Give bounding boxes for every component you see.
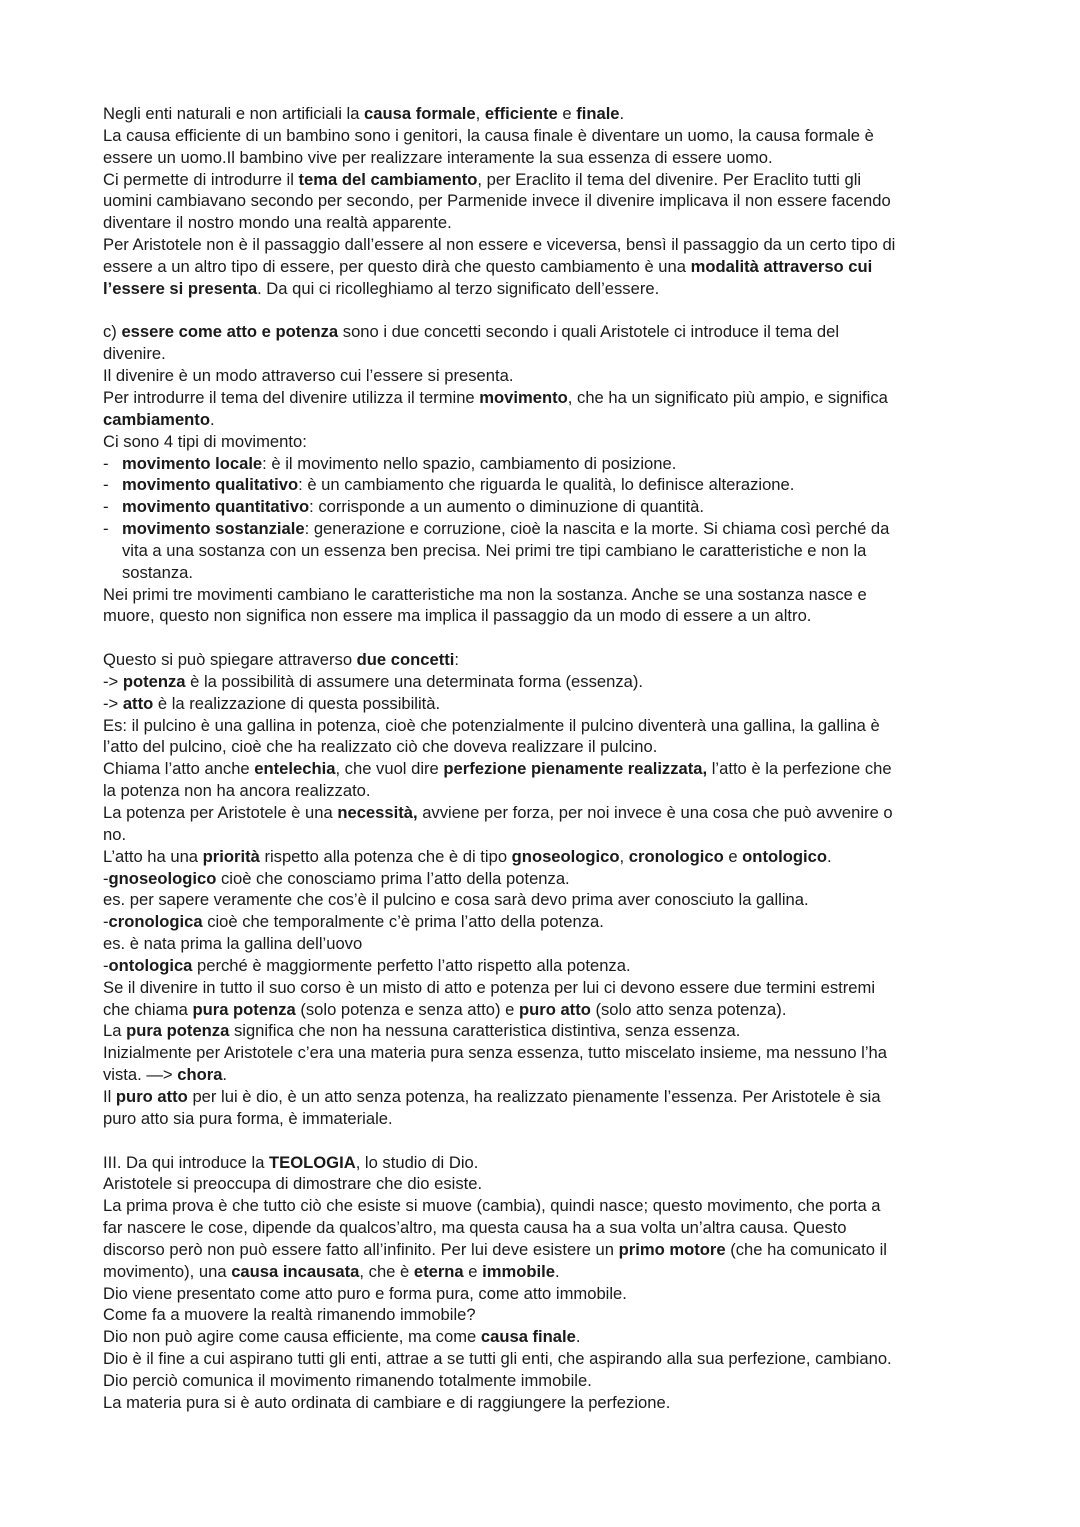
text-run: Negli enti naturali e non artificiali la	[103, 104, 365, 123]
bold-term: gnoseologico	[511, 846, 620, 866]
text-line	[103, 169, 983, 191]
bold-term: essere come atto e potenza	[121, 322, 339, 342]
paragraph-spacer	[103, 300, 983, 322]
bold-term: cronologica	[108, 912, 203, 932]
text-line	[103, 605, 983, 627]
bold-term: modalità attraverso cui	[690, 256, 873, 276]
text-run: Dio è il fine a cui aspirano tutti gli enti, attrae a se tutti gli enti, che aspirando alla sua perfezione, cambiano.	[103, 1349, 892, 1369]
paragraph-spacer	[103, 627, 983, 649]
bullet-item	[103, 518, 983, 540]
text-run: Es: il pulcino è una gallina in potenza, cioè che potenzialmente il pulcino diventerà una gallina, la gallina è	[103, 715, 880, 735]
text-line	[103, 824, 983, 846]
text-line	[103, 540, 983, 562]
text-run: : generazione e corruzione, cioè la nascita e la morte. Si chiama così perché da	[304, 519, 890, 539]
bold-term: ontologico	[742, 846, 827, 866]
bold-term: due concetti	[356, 650, 455, 670]
text-run: Il	[103, 1086, 116, 1106]
text-run: uomini cambiavano secondo per secondo, per Parmenide invece il divenire implicava il non essere facendo	[103, 191, 891, 211]
text-run: avviene per forza, per noi invece è una cosa che può avvenire o	[417, 803, 893, 822]
bullet-dash: -	[103, 453, 109, 473]
bold-term: immobile	[482, 1261, 555, 1281]
text-run: ->	[103, 671, 123, 691]
text-run: , lo studio di Dio.	[355, 1152, 479, 1172]
text-run: Come fa a muovere la realtà rimanendo immobile?	[103, 1305, 476, 1325]
text-line	[103, 715, 983, 737]
text-line	[103, 431, 983, 453]
bold-term: puro atto	[518, 999, 591, 1019]
text-line	[103, 780, 983, 802]
text-run: ->	[103, 693, 123, 713]
text-line	[103, 1304, 983, 1326]
text-run: discorso però non può essere fatto all’infinito. Per lui deve esistere un	[103, 1239, 619, 1259]
text-line	[103, 758, 983, 780]
text-run: perché è maggiormente perfetto l’atto rispetto alla potenza.	[192, 955, 631, 975]
text-run: L’atto ha una	[103, 846, 203, 866]
text-run: Dio non può agire come causa efficiente, ma come	[103, 1327, 481, 1347]
bold-term: gnoseologico	[108, 868, 217, 888]
text-run: cioè che conosciamo prima l’atto della potenza.	[216, 868, 570, 888]
text-run: Il divenire è un modo attraverso cui l’essere si presenta.	[103, 366, 514, 386]
bullet-item	[103, 474, 983, 496]
text-run: .	[209, 409, 215, 429]
text-run: sono i due concetti secondo i quali Aristotele ci introduce il tema del	[338, 322, 840, 342]
text-line	[103, 802, 983, 824]
text-run: La causa efficiente di un bambino sono i genitori, la causa finale è diventare un uomo, la causa formale è	[103, 125, 874, 145]
text-run: che chiama	[103, 999, 193, 1019]
text-run: ,	[619, 846, 629, 866]
text-run: è la possibilità di assumere una determinata forma (essenza).	[185, 671, 644, 691]
bold-term: primo motore	[618, 1239, 726, 1259]
text-run: -	[103, 955, 109, 975]
text-run: (solo potenza e senza atto) e	[295, 999, 519, 1019]
text-line	[103, 1108, 983, 1130]
text-line	[103, 256, 983, 278]
bold-term: chora	[177, 1065, 223, 1085]
text-line	[103, 1064, 983, 1086]
bold-term: pura potenza	[126, 1021, 230, 1041]
text-run: , che ha un significato più ampio, e significa	[567, 387, 888, 407]
text-run: , che vuol dire	[335, 759, 444, 779]
text-line	[103, 212, 983, 234]
text-run: Chiama l’atto anche	[103, 759, 255, 779]
text-line	[103, 1239, 983, 1261]
bold-term: causa finale	[480, 1327, 576, 1347]
text-run: , che è	[359, 1261, 414, 1281]
text-run: Ci sono 4 tipi di movimento:	[103, 431, 307, 451]
text-run: : è un cambiamento che riguarda le qualità, lo definisce alterazione.	[298, 475, 795, 495]
text-line	[103, 736, 983, 758]
bold-term: atto	[122, 693, 154, 713]
text-line	[103, 1326, 983, 1348]
text-run: Nei primi tre movimenti cambiano le caratteristiche ma non la sostanza. Anche se una sostanza nasce e	[103, 584, 867, 604]
text-line	[103, 933, 983, 955]
bullet-dash: -	[103, 519, 109, 539]
bold-term: cambiamento	[103, 409, 210, 429]
bold-term: efficiente	[484, 104, 558, 123]
text-run: es. è nata prima la gallina dell’uovo	[103, 934, 363, 954]
text-run: Dio perciò comunica il movimento rimanendo totalmente immobile.	[103, 1370, 592, 1390]
text-line	[103, 1152, 983, 1174]
bold-term: ontologica	[108, 955, 193, 975]
bold-term: TEOLOGIA	[269, 1152, 356, 1172]
text-run: .	[575, 1327, 581, 1347]
text-run: puro atto sia pura forma, è immateriale.	[103, 1108, 393, 1128]
text-run: -	[103, 912, 109, 932]
text-run: divenire.	[103, 344, 166, 364]
text-run: movimento), una	[103, 1261, 232, 1281]
text-line	[103, 409, 983, 431]
text-line	[103, 234, 983, 256]
text-run: muore, questo non significa non essere ma implica il passaggio da un modo di essere a un altro.	[103, 606, 812, 626]
bullet-item	[103, 453, 983, 475]
text-run: :	[454, 650, 460, 670]
document-page	[103, 103, 983, 1414]
bold-term: movimento sostanziale	[122, 519, 305, 539]
bold-term: causa formale	[364, 104, 476, 123]
text-run: Se il divenire in tutto il suo corso è un misto di atto e potenza per lui ci devono essere due termini estremi	[103, 977, 876, 997]
text-run: significa che non ha nessuna caratteristica distintiva, senza essenza.	[229, 1021, 741, 1041]
text-run: .	[826, 846, 832, 866]
section-concetti	[103, 649, 983, 1130]
bold-term: movimento	[479, 387, 568, 407]
bold-term: movimento locale	[122, 453, 263, 473]
text-run: cioè che temporalmente c’è prima l’atto della potenza.	[202, 912, 604, 932]
text-line	[103, 1370, 983, 1392]
bold-term: potenza	[122, 671, 186, 691]
text-run: Questo si può spiegare attraverso	[103, 650, 357, 670]
text-line	[103, 1392, 983, 1414]
bold-term: entelechia	[254, 759, 336, 779]
bold-term: movimento quantitativo	[122, 497, 310, 517]
text-line	[103, 321, 983, 343]
text-line	[103, 1086, 983, 1108]
bold-term: cronologico	[628, 846, 724, 866]
text-line	[103, 1195, 983, 1217]
text-line	[103, 1173, 983, 1195]
text-run: Ci permette di introdurre il	[103, 169, 299, 189]
text-run: Per introdurre il tema del divenire utilizza il termine	[103, 387, 480, 407]
text-line	[103, 1217, 983, 1239]
text-run: e	[723, 846, 743, 866]
bold-term: eterna	[413, 1261, 464, 1281]
text-run: per lui è dio, è un atto senza potenza, ha realizzato pienamente l’essenza. Per Aristotele è sia	[187, 1086, 881, 1106]
text-line	[103, 343, 983, 365]
text-run: : corrisponde a un aumento o diminuzione di quantità.	[309, 497, 704, 517]
bullet-item	[103, 496, 983, 518]
text-line	[103, 1042, 983, 1064]
bold-term: priorità	[202, 846, 260, 866]
text-run: sostanza.	[122, 562, 194, 582]
text-line	[103, 911, 983, 933]
text-line	[103, 365, 983, 387]
text-run: essere un uomo.Il bambino vive per realizzare interamente la sua essenza di essere uomo.	[103, 147, 773, 167]
text-run: .	[554, 1261, 560, 1281]
text-line	[103, 1261, 983, 1283]
text-run: c)	[103, 322, 122, 342]
text-run: (solo atto senza potenza).	[590, 999, 787, 1019]
text-line	[103, 955, 983, 977]
text-run: è la realizzazione di questa possibilità.	[153, 693, 441, 713]
text-line	[103, 1348, 983, 1370]
text-line	[103, 103, 983, 125]
text-run: vita a una sostanza con un essenza ben precisa. Nei primi tre tipi cambiano le caratteristiche e non la	[122, 540, 867, 560]
text-run: far nascere le cose, dipende da qualcos’altro, ma questa causa ha a sua volta un’altra causa. Questo	[103, 1218, 847, 1238]
text-run: La potenza per Aristotele è una	[103, 803, 338, 822]
bold-term: puro atto	[115, 1086, 188, 1106]
section-cause	[103, 103, 983, 300]
text-line	[103, 387, 983, 409]
bullet-dash: -	[103, 475, 109, 495]
text-run: vista. —>	[103, 1065, 178, 1085]
text-run: essere a un altro tipo di essere, per questo dirà che questo cambiamento è una	[103, 256, 691, 276]
text-line	[103, 562, 983, 584]
text-run: ,	[475, 104, 485, 123]
text-run: e	[463, 1261, 483, 1281]
text-run: , per Eraclito il tema del divenire. Per Eraclito tutti gli	[477, 169, 862, 189]
text-run: la potenza non ha ancora realizzato.	[103, 781, 371, 801]
text-line	[103, 977, 983, 999]
text-line	[103, 190, 983, 212]
text-line	[103, 1020, 983, 1042]
text-run: Per Aristotele non è il passaggio dall’essere al non essere e viceversa, bensì il passaggio da un certo tipo di	[103, 235, 896, 255]
section-atto-potenza	[103, 321, 983, 627]
text-line	[103, 671, 983, 693]
text-line	[103, 278, 983, 300]
text-run: Dio viene presentato come atto puro e forma pura, come atto immobile.	[103, 1283, 627, 1303]
text-run: La prima prova è che tutto ciò che esiste si muove (cambia), quindi nasce; questo movimento, che porta a	[103, 1196, 881, 1216]
text-run: l’atto è la perfezione che	[707, 759, 892, 779]
text-run: : è il movimento nello spazio, cambiamento di posizione.	[262, 453, 677, 473]
bold-term: l’essere si presenta	[103, 278, 258, 298]
text-line	[103, 846, 983, 868]
bullet-dash: -	[103, 497, 109, 517]
text-run: III. Da qui introduce la	[103, 1152, 270, 1172]
bold-term: perfezione pienamente realizzata,	[443, 759, 708, 779]
text-line	[103, 125, 983, 147]
text-run: diventare il nostro mondo una realtà apparente.	[103, 213, 452, 233]
text-line	[103, 889, 983, 911]
text-run: La	[103, 1021, 127, 1041]
text-run: -	[103, 868, 109, 888]
text-run: Aristotele si preoccupa di dimostrare che dio esiste.	[103, 1174, 483, 1194]
text-line	[103, 868, 983, 890]
bold-term: causa incausata	[231, 1261, 360, 1281]
text-run: Inizialmente per Aristotele c’era una materia pura senza essenza, tutto miscelato insieme, ma nessuno l’ha	[103, 1043, 887, 1063]
text-line	[103, 999, 983, 1021]
section-teologia	[103, 1152, 983, 1414]
text-line	[103, 147, 983, 169]
text-run: (che ha comunicato il	[725, 1239, 887, 1259]
text-run: La materia pura si è auto ordinata di cambiare e di raggiungere la perfezione.	[103, 1392, 671, 1412]
text-run: es. per sapere veramente che cos’è il pulcino e cosa sarà devo prima aver conosciuto la gallina.	[103, 890, 809, 910]
paragraph-spacer	[103, 1130, 983, 1152]
bold-term: pura potenza	[192, 999, 296, 1019]
text-run: no.	[103, 824, 127, 844]
text-line	[103, 649, 983, 671]
text-line	[103, 693, 983, 715]
bold-term: finale	[576, 104, 620, 123]
text-line	[103, 584, 983, 606]
bold-term: tema del cambiamento	[298, 169, 478, 189]
text-run: . Da qui ci ricolleghiamo al terzo significato dell’essere.	[257, 278, 660, 298]
text-run: .	[222, 1065, 228, 1085]
text-line	[103, 1283, 983, 1305]
bold-term: movimento qualitativo	[122, 475, 299, 495]
bold-term: necessità,	[337, 803, 418, 822]
text-run: rispetto alla potenza che è di tipo	[259, 846, 512, 866]
text-run: .	[619, 104, 625, 123]
text-run: l’atto del pulcino, cioè che ha realizzato ciò che doveva realizzare il pulcino.	[103, 737, 658, 757]
text-run: e	[557, 104, 577, 123]
